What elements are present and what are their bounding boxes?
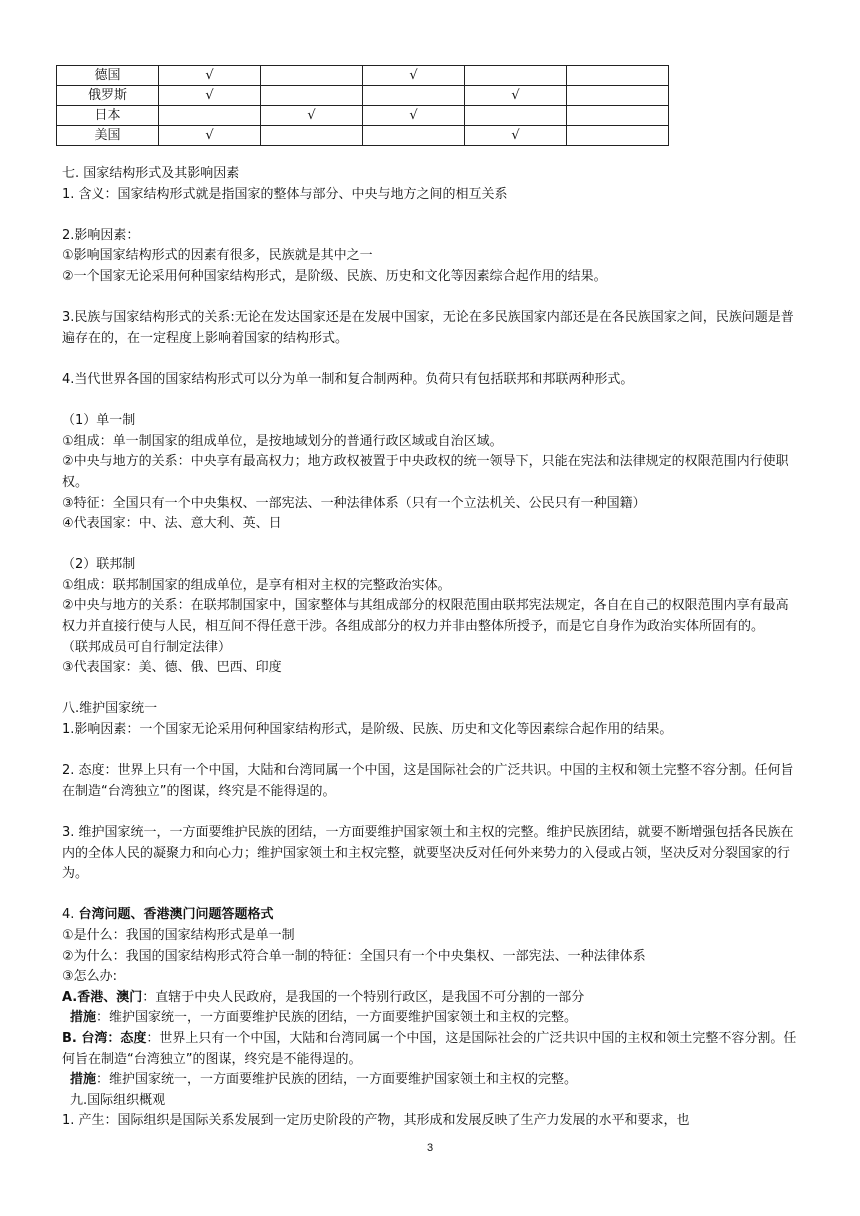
measure-item [62, 1008, 798, 1029]
attitude-paragraph: 2. 态度：世界上只有一个中国，大陆和台湾同属一个中国，这是国际社会的广泛共识。中国的主权和领土完整不容分割。任何旨在制造“台湾独立”的图谋，终究是不能得逞的。 [62, 763, 794, 799]
factor-item: ②一个国家无论采用何种国家结构形式，是阶级、民族、历史和文化等因素综合起作用的结果。 [62, 268, 607, 284]
origin-paragraph: 1. 产生：国际组织是国际关系发展到一定历史阶段的产物，其形成和发展反映了生产力发展的水平和要求，也 [62, 1113, 690, 1129]
federal-heading: （2）联邦制 [62, 557, 136, 573]
check-cell: √ [363, 106, 465, 126]
check-cell [567, 86, 669, 106]
section-9-title: 九.国际组织概观 [70, 1092, 166, 1108]
format-heading [62, 905, 798, 926]
unitary-item: ②中央与地方的关系：中央享有最高权力；地方政权被置于中央政权的统一领导下，只能在宪法和法律规定的权限范围内行使职权。 [62, 454, 789, 490]
section-7-title: 七. 国家结构形式及其影响因素 [62, 166, 240, 181]
check-cell [465, 66, 567, 86]
taiwan-item [62, 1029, 798, 1070]
measure-text: ：维护国家统一，一方面要维护民族的团结，一方面要维护国家领土和主权的完整。 [96, 1072, 578, 1088]
table-row [57, 66, 669, 86]
check-cell [567, 106, 669, 126]
measure-label: 措施 [70, 1010, 97, 1026]
table-row [57, 126, 669, 146]
format-title: 台湾问题、香港澳门问题答题格式 [78, 907, 274, 923]
taiwan-label: B. 台湾：态度 [62, 1030, 147, 1046]
unitary-item: ④代表国家：中、法、意大利、英、日 [62, 516, 282, 532]
check-cell [261, 66, 363, 86]
section-8-title: 八.维护国家统一 [62, 701, 158, 717]
federal-note: （联邦成员可自行制定法律） [62, 639, 232, 655]
federal-item: ②中央与地方的关系：在联邦制国家中，国家整体与其组成部分的权限范围由联邦宪法规定，各自在自己的权限范围内享有最高权力并直接行使与人民，相互间不得任意干涉。各组成部分的权力并非由整体所授予，而是它自身作为政治实体所固有的。 [62, 598, 789, 635]
federal-item: ①组成：联邦制国家的组成单位，是享有相对主权的完整政治实体。 [62, 577, 451, 593]
check-cell: √ [465, 86, 567, 106]
factor-paragraph: 1.影响因素：一个国家无论采用何种国家结构形式，是阶级、民族、历史和文化等因素综合起作用的结果。 [62, 722, 673, 738]
check-cell [363, 126, 465, 146]
check-cell [567, 66, 669, 86]
factor-item: ①影响国家结构形式的因素有很多，民族就是其中之一 [62, 248, 373, 264]
country-name-cell: 德国 [57, 66, 159, 86]
measure-label: 措施 [70, 1072, 97, 1088]
maintain-paragraph: 3. 维护国家统一，一方面要维护民族的团结，一方面要维护国家领土和主权的完整。维护民族团结，就要不断增强包括各民族在内的全体人民的凝聚力和向心力；维护国家领土和主权完整，就要坚决反对任何外来势力的入侵或占领，坚决反对分裂国家的行为。 [62, 825, 794, 882]
country-name-cell: 日本 [57, 106, 159, 126]
taiwan-text: ：世界上只有一个中国，大陆和台湾同属一个中国，这是国际社会的广泛共识中国的主权和领土完整不容分割。任何旨在制造“台湾独立”的图谋，终究是不能得逞的。 [62, 1030, 797, 1067]
hk-macau-label: A.香港、澳门 [62, 989, 143, 1005]
country-table [56, 65, 669, 146]
measure-item [62, 1070, 798, 1091]
answer-how: ③怎么办: [62, 969, 118, 985]
check-cell [261, 86, 363, 106]
check-cell: √ [363, 66, 465, 86]
check-cell [567, 126, 669, 146]
hk-macau-item [62, 988, 798, 1009]
unitary-heading: （1）单一制 [62, 413, 136, 429]
check-cell: √ [159, 86, 261, 106]
answer-why: ②为什么：我国的国家结构形式符合单一制的特征：全国只有一个中央集权、一部宪法、一种法律体系 [62, 948, 646, 964]
unitary-item: ①组成：单一制国家的组成单位，是按地域划分的普通行政区域或自治区域。 [62, 433, 503, 449]
check-cell [159, 106, 261, 126]
types-paragraph: 4.当代世界各国的国家结构形式可以分为单一制和复合制两种。负荷只有包括联邦和邦联两种形式。 [62, 371, 634, 387]
check-cell: √ [465, 126, 567, 146]
check-cell [261, 126, 363, 146]
check-cell [363, 86, 465, 106]
meaning-paragraph: 1. 含义：国家结构形式就是指国家的整体与部分、中央与地方之间的相互关系 [62, 186, 508, 202]
federal-item: ③代表国家：美、德、俄、巴西、印度 [62, 660, 282, 676]
table-row [57, 86, 669, 106]
unitary-item: ③特征：全国只有一个中央集权、一部宪法、一种法律体系（只有一个立法机关、公民只有一种国籍） [62, 495, 646, 511]
page-number: 3 [426, 1142, 434, 1154]
country-name-cell: 俄罗斯 [57, 86, 159, 106]
measure-text: ：维护国家统一，一方面要维护民族的团结，一方面要维护国家领土和主权的完整。 [96, 1010, 578, 1026]
country-name-cell: 美国 [57, 126, 159, 146]
relation-paragraph: 3.民族与国家结构形式的关系:无论在发达国家还是在发展中国家，无论在多民族国家内部还是在各民族国家之间，民族问题是普遍存在的，在一定程度上影响着国家的结构形式。 [62, 310, 794, 346]
check-cell [465, 106, 567, 126]
answer-what: ①是什么：我国的国家结构形式是单一制 [62, 927, 295, 943]
table-row [57, 106, 669, 126]
factors-heading: 2.影响因素： [62, 227, 140, 243]
main-text [62, 164, 798, 1132]
check-cell: √ [159, 66, 261, 86]
check-cell: √ [261, 106, 363, 126]
check-cell: √ [159, 126, 261, 146]
hk-macau-text: ：直辖于中央人民政府，是我国的一个特别行政区，是我国不可分割的一部分 [142, 989, 585, 1005]
format-number: 4. [62, 907, 79, 923]
